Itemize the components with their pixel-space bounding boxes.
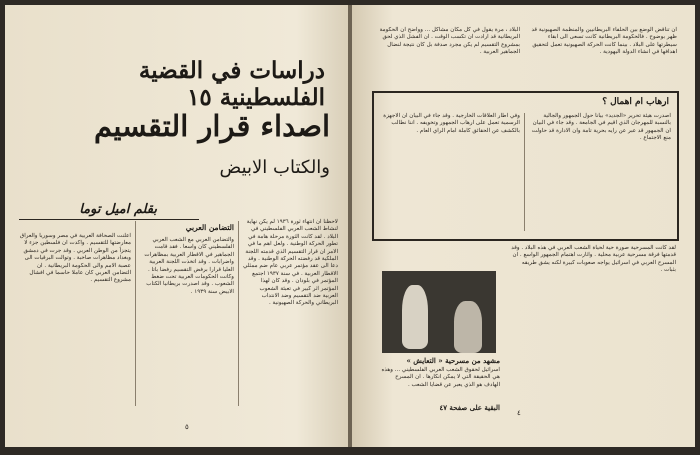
byline-rule	[19, 219, 199, 220]
sidebar-box	[372, 91, 679, 241]
right-page	[352, 5, 695, 447]
box-column-2: وفي اطار العلاقات الخارجية . وقد جاء في البيان ان الاجهزة الرسمية تعمل على ارهاب الجمهور وتخويفه . اننا نطالب بالكشف عن الحقائق كاملة امام الراي العام .	[383, 113, 520, 134]
article-subtitle: والكتاب الابيض	[219, 157, 330, 178]
photo-caption: مشهد من مسرحية « التعايش »	[406, 356, 500, 365]
left-column-3: اعلنت الصحافة العربية في مصر وسوريا والعراق معارضتها للتقسيم . واكدت ان فلسطين جزء لا يتجزأ من الوطن العربي . وقد جرت في دمشق وبغداد مظاهرات صاخبة . وتوالت البرقيات الى عصبة الامم والى الحكومة البريطانية . ان التضامن العربي كان عاملا حاسما في افشال مشروع التقسيم .	[19, 233, 131, 284]
series-title: دراسات في القضية الفلسطينية ١٥	[138, 57, 325, 111]
subheading: التضامن العربي	[185, 223, 234, 232]
box-divider	[524, 113, 525, 231]
left-column-2: والتضامن العربي مع الشعب العربي الفلسطيني كان واسعا . فقد قامت الجماهير في الاقطار العربية بمظاهرات واضرابات . وقد اتخذت اللجنة العربية العليا قرارا برفض التقسيم رفضا باتا . وكانت الحكومات العربية تحت ضغط الشعوب . وقد اصدرت بريطانيا الكتاب الابيض سنة ١٩٣٩ .	[144, 237, 234, 295]
magazine-spread	[5, 5, 695, 447]
actor-figure	[402, 285, 428, 349]
right-column-1-top: ان تناقض الوضع بين الحلفاء البريطانيين والمنظمة الصهيونية قد ظهر بوضوح . فالحكومة البريطانية كانت تسعى الى ابقاء سيطرتها على البلاد . بينما كانت الحركة الصهيونية تعمل لتحقيق اهدافها في انشاء الدولة اليهودية .	[531, 27, 677, 56]
left-page	[5, 5, 348, 447]
page-number: ٥	[185, 423, 189, 431]
article-title: اصداء قرار التقسيم	[94, 109, 330, 143]
play-photo	[382, 271, 496, 353]
column-divider	[238, 221, 239, 406]
right-column-3: لقد كانت المسرحية صورة حية لحياة الشعب العربي في هذه البلاد . وقد قدمتها فرقة مسرحية عربية محلية . واثارت اهتمام الجمهور الواسع . ان المسرح العربي في اسرائيل يواجه صعوبات كبيرة لكنه يشق طريقه بثبات .	[511, 245, 676, 274]
left-column-1: لاحظنا ان انتهاء ثورة ١٩٣٦ لم يكن نهاية لنشاط الشعب العربي الفلسطيني في البلاد . لقد كانت الثورة مرحلة هامة في تطور الحركة الوطنية . ولعل اهم ما في الامر ان قرار التقسيم الذي قدمته اللجنة الملكية قد رفضته الحركة الوطنية . وقد دعا الى عقد مؤتمر عربي عام ضم ممثلي الاقطار العربية . في سنة ١٩٣٧ اجتمع المؤتمر في بلودان . وقد كان لهذا المؤتمر اثر كبير في تعبئة الشعوب العربية ضد التقسيم وضد الانتداب البريطاني والحركة الصهيونية .	[243, 219, 338, 307]
byline: بقلم اميل توما	[79, 202, 157, 217]
column-divider	[135, 221, 136, 406]
continued-note: البقية على صفحة ٤٧	[439, 403, 500, 412]
right-column-4: اسرائيل لحقوق الشعب العربي الفلسطيني ... وهذه هي الحقيقة التي لا يمكن انكارها . ان المسرح الهادف هو الذي يعبر عن قضايا الشعب .	[381, 367, 500, 388]
right-column-2-top: البلاد ، مرة يقول في كل مكان مشاكل ... وواضح ان الحكومة البريطانية قد ارادت ان تكسب الوقت . ان الفشل الذي لحق بمشروع التقسيم لم يكن مجرد صدفة بل كان نتيجة لنضال الجماهير العربية .	[379, 27, 520, 56]
box-column-1: اصدرت هيئة تحرير «الجديد» بيانا حول الجمهور والجالية بالنسبة للمهرجان الذي اقيم في الجامعة . وقد جاء في البيان ان الجمهور قد عبر عن رايه بحرية تامة وان الادارة قد حاولت منع الاجتماع .	[531, 113, 671, 142]
box-title: ارهاب ام اهمال ؟	[602, 97, 669, 107]
actor-figure	[454, 301, 482, 353]
page-number: ٤	[517, 409, 521, 417]
